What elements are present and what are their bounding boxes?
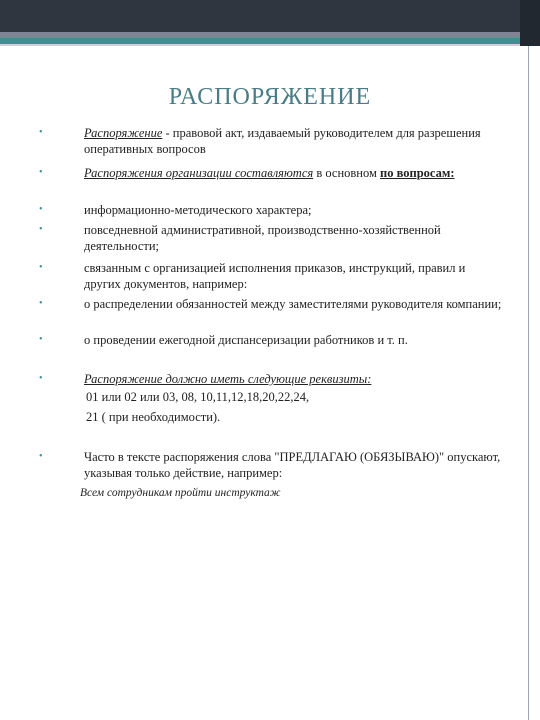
term-label: Распоряжения организации составляются: [84, 166, 314, 180]
list-item-text: Часто в тексте распоряжения слова "ПРЕДЛАГАЮ (ОБЯЗЫВАЮ)" опускают, указывая только действие, например:: [84, 450, 501, 480]
slide-title: РАСПОРЯЖЕНИЕ: [168, 84, 372, 110]
definition-text: - правовой акт, издаваемый руководителем для разрешения оперативных вопросов: [84, 126, 481, 156]
bullet-icon: •: [39, 167, 43, 178]
requisites-note: 21 ( при необходимости).: [86, 410, 221, 424]
underlined-text: по вопросам:: [380, 166, 455, 180]
list-item-text: связанным с организацией исполнения приказов, инструкций, правил и других документов, например:: [84, 261, 466, 291]
bullet-icon: •: [39, 224, 43, 235]
list-item-text: информационно-методического характера;: [84, 203, 312, 217]
bullet-icon: •: [39, 334, 43, 345]
term-label: Распоряжение: [84, 126, 163, 140]
bullet-icon: •: [39, 127, 43, 138]
list-item-text: о проведении ежегодной диспансеризации работников и т. п.: [84, 333, 408, 347]
requisites-codes: 01 или 02 или 03, 08, 10,11,12,18,20,22,24,: [86, 390, 310, 404]
list-item-text: [84, 372, 504, 388]
bullet-icon: •: [39, 262, 43, 273]
header-corner-block: [520, 0, 540, 46]
bullet-icon: •: [39, 451, 43, 462]
requisites-heading: Распоряжение должно иметь следующие реквизиты:: [84, 372, 372, 386]
connector-text: в основном: [313, 166, 381, 180]
right-border-line: [528, 46, 529, 720]
list-item-text: повседневной административной, производственно-хозяйственной деятельности;: [84, 223, 441, 253]
header-band-edge: [0, 44, 540, 46]
bullet-icon: •: [39, 298, 43, 309]
list-item-text: о распределении обязанностей между заместителями руководителя компании;: [84, 297, 502, 311]
list-item-text: [84, 126, 504, 157]
example-text: Всем сотрудникам пройти инструктаж: [80, 487, 281, 499]
list-item-text: [84, 166, 504, 182]
bullet-icon: •: [39, 373, 43, 384]
bullet-icon: •: [39, 204, 43, 215]
header-band-dark: [0, 0, 540, 32]
